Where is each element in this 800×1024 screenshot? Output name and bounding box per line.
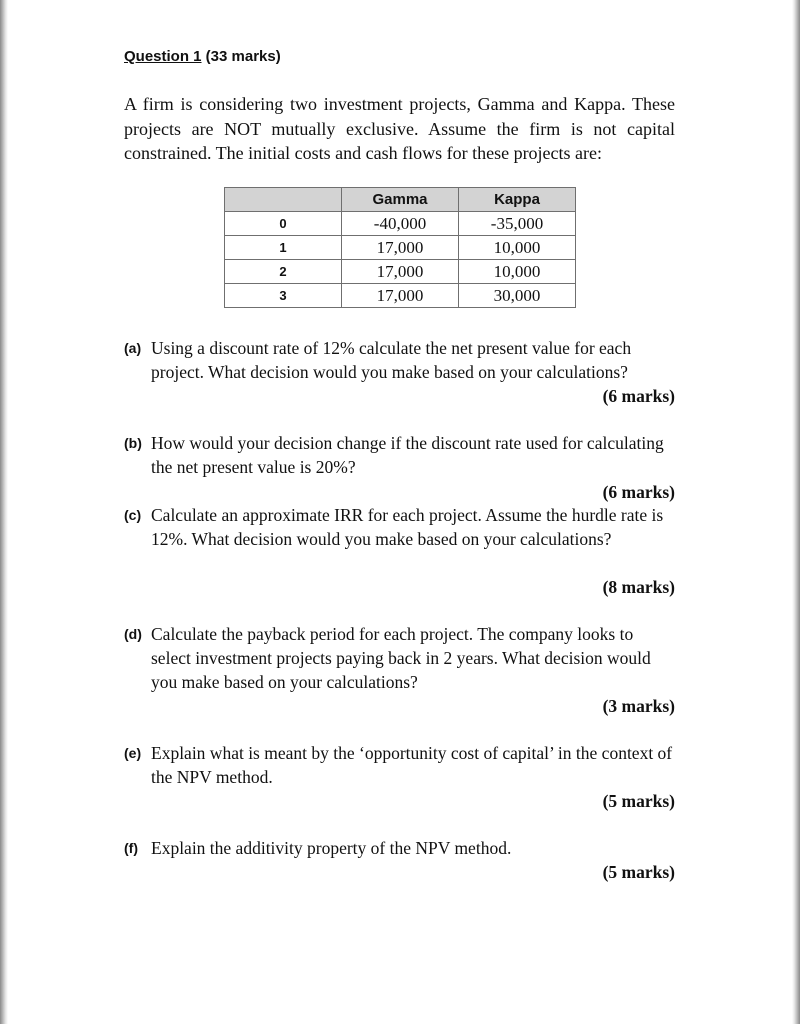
header-cell-kappa: Kappa (459, 188, 576, 212)
part-f-text: Explain the additivity property of the NPV method. (151, 838, 512, 858)
part-b-text: How would your decision change if the discount rate used for calculating the net present value is 20%? (151, 433, 664, 477)
year-cell: 2 (225, 260, 342, 284)
part-f-marks: (5 marks) (602, 862, 675, 882)
part-b-label: (b) (124, 435, 142, 451)
part-b-marks: (6 marks) (602, 482, 675, 502)
table-row (225, 260, 576, 284)
header-cell-year (225, 188, 342, 212)
part-e-text: Explain what is meant by the ‘opportunity cost of capital’ in the context of the NPV method. (151, 743, 673, 787)
part-a-label: (a) (124, 340, 142, 356)
table-header-row (225, 188, 576, 212)
part-f (124, 836, 675, 860)
gamma-cell: 17,000 (342, 236, 459, 260)
kappa-cell: 10,000 (459, 260, 576, 284)
cash-flow-table (224, 187, 576, 308)
part-d-text: Calculate the payback period for each project. The company looks to select investment projects paying back in 2 years. What decision would you make based on your calculations? (151, 624, 651, 692)
question-total-marks: (33 marks) (201, 48, 281, 65)
kappa-cell: 30,000 (459, 284, 576, 308)
part-c-label: (c) (124, 507, 142, 523)
question-intro: A firm is considering two investment projects, Gamma and Kappa. These projects are NOT mutually exclusive. Assume the firm is not capital constrained. The initial costs and cash flows for these projects are: (124, 94, 675, 163)
question-number: Question 1 (124, 48, 202, 65)
part-c (124, 503, 675, 551)
gamma-cell: 17,000 (342, 260, 459, 284)
part-b (124, 431, 675, 479)
part-c-text: Calculate an approximate IRR for each project. Assume the hurdle rate is 12%. What decision would you make based on your calculations? (151, 505, 664, 549)
part-a (124, 336, 675, 384)
table-row (225, 236, 576, 260)
part-e-marks: (5 marks) (602, 791, 675, 811)
part-d (124, 622, 675, 694)
gamma-cell: 17,000 (342, 284, 459, 308)
table-row (225, 212, 576, 236)
part-e (124, 741, 675, 789)
part-d-marks: (3 marks) (602, 696, 675, 716)
table-row (225, 284, 576, 308)
year-cell: 3 (225, 284, 342, 308)
gamma-cell: -40,000 (342, 212, 459, 236)
part-f-label: (f) (124, 840, 138, 856)
kappa-cell: 10,000 (459, 236, 576, 260)
page-edge-right (792, 0, 800, 1024)
header-cell-gamma: Gamma (342, 188, 459, 212)
year-cell: 0 (225, 212, 342, 236)
part-a-text: Using a discount rate of 12% calculate the net present value for each project. What decision would you make based on your calculations? (151, 338, 632, 382)
kappa-cell: -35,000 (459, 212, 576, 236)
part-a-marks: (6 marks) (602, 386, 675, 406)
part-e-label: (e) (124, 745, 142, 761)
year-cell: 1 (225, 236, 342, 260)
part-d-label: (d) (124, 626, 142, 642)
part-c-marks: (8 marks) (602, 577, 675, 597)
question-title (124, 48, 281, 65)
page-edge-left (0, 0, 8, 1024)
